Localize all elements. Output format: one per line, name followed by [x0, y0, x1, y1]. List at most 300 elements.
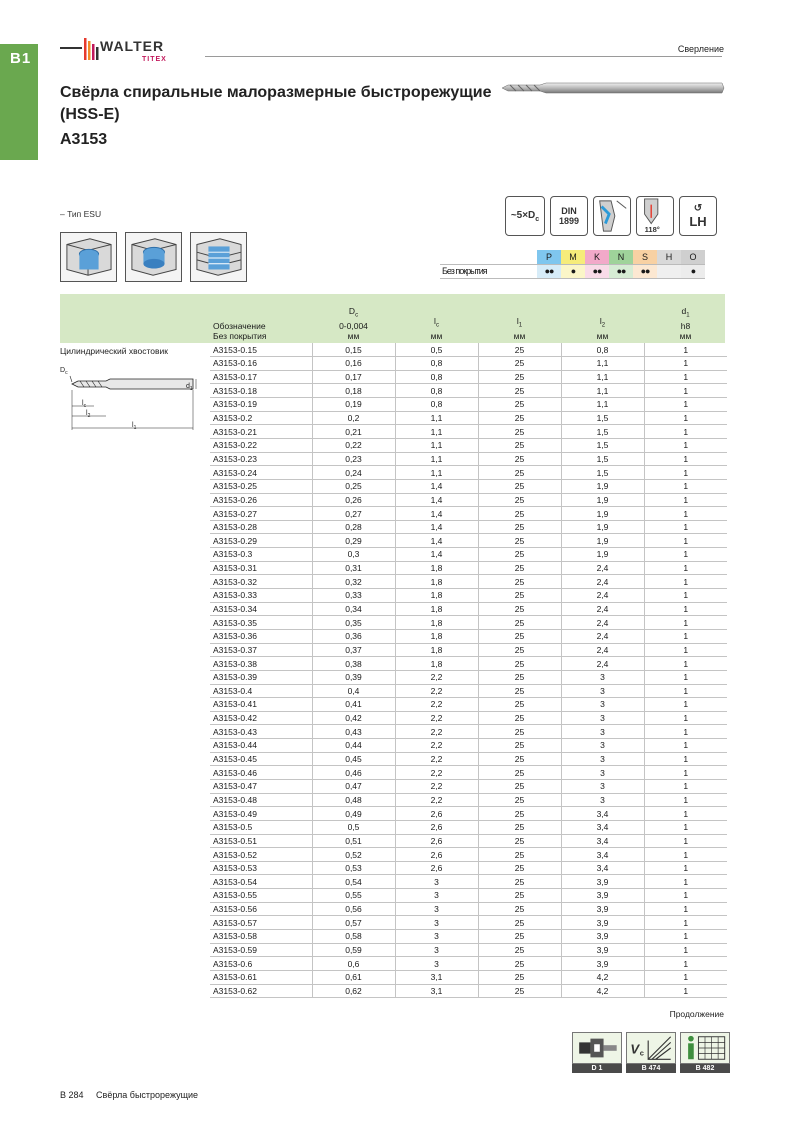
point-angle: 118° [644, 225, 660, 235]
cell-lc: 0,8 [395, 384, 478, 398]
cell-lc: 1,8 [395, 589, 478, 603]
cell-l2: 1,9 [561, 534, 644, 548]
table-row [210, 602, 727, 616]
cell-l1: 25 [478, 370, 561, 384]
cell-l1: 25 [478, 670, 561, 684]
cell-dc: 0,27 [312, 507, 395, 521]
cell-lc: 0,8 [395, 357, 478, 371]
cell-dc: 0,43 [312, 725, 395, 739]
left-hand-icon [679, 196, 717, 236]
mat-head-o: O [681, 250, 705, 264]
cell-d1: 1 [644, 820, 727, 834]
cell-lc: 3 [395, 943, 478, 957]
mat-rating-o: ● [681, 264, 705, 278]
cell-lc: 2,2 [395, 793, 478, 807]
walter-titex-logo [60, 36, 200, 64]
cell-l2: 1,5 [561, 438, 644, 452]
cell-lc: 1,1 [395, 438, 478, 452]
cell-l1: 25 [478, 820, 561, 834]
cell-designation: A3153-0.61 [210, 970, 312, 984]
cell-dc: 0,47 [312, 780, 395, 794]
table-row [210, 452, 727, 466]
cell-lc: 2,6 [395, 848, 478, 862]
cell-d1: 1 [644, 493, 727, 507]
cell-l1: 25 [478, 398, 561, 412]
cell-l1: 25 [478, 943, 561, 957]
chapter-tab [0, 44, 38, 160]
blind-hole-icon [125, 232, 182, 282]
cell-l1: 25 [478, 452, 561, 466]
cell-lc: 1,1 [395, 425, 478, 439]
dim-d1: d [186, 383, 190, 390]
cell-dc: 0,19 [312, 398, 395, 412]
cell-d1: 1 [644, 943, 727, 957]
cell-l1: 25 [478, 957, 561, 971]
cell-lc: 3 [395, 902, 478, 916]
cutting-data-icon [626, 1032, 676, 1064]
cell-l2: 4,2 [561, 984, 644, 998]
cell-d1: 1 [644, 466, 727, 480]
table-row [210, 725, 727, 739]
table-row [210, 425, 727, 439]
cell-lc: 3 [395, 889, 478, 903]
table-row [210, 970, 727, 984]
cell-d1: 1 [644, 902, 727, 916]
cell-lc: 0,8 [395, 398, 478, 412]
cell-l1: 25 [478, 739, 561, 753]
cell-designation: A3153-0.29 [210, 534, 312, 548]
cell-dc: 0,6 [312, 957, 395, 971]
table-row [210, 848, 727, 862]
table-row [210, 820, 727, 834]
din-line1: DIN [561, 206, 577, 216]
cell-dc: 0,48 [312, 793, 395, 807]
dim-lc: l [82, 400, 84, 407]
cell-lc: 1,1 [395, 452, 478, 466]
cell-l1: 25 [478, 807, 561, 821]
cell-dc: 0,39 [312, 670, 395, 684]
cell-dc: 0,22 [312, 438, 395, 452]
cell-dc: 0,35 [312, 616, 395, 630]
cell-d1: 1 [644, 629, 727, 643]
cell-l2: 3 [561, 752, 644, 766]
cell-designation: A3153-0.19 [210, 398, 312, 412]
cell-lc: 1,1 [395, 411, 478, 425]
cell-designation: A3153-0.47 [210, 780, 312, 794]
cell-lc: 3 [395, 916, 478, 930]
product-table-body [210, 343, 727, 998]
cell-d1: 1 [644, 684, 727, 698]
cell-d1: 1 [644, 384, 727, 398]
svg-text:Dc: $D_c$ [60, 367, 68, 376]
cell-d1: 1 [644, 698, 727, 712]
cell-designation: A3153-0.17 [210, 370, 312, 384]
cell-lc: 3 [395, 875, 478, 889]
cell-designation: A3153-0.31 [210, 561, 312, 575]
cell-l1: 25 [478, 711, 561, 725]
cell-designation: A3153-0.24 [210, 466, 312, 480]
mat-head-s: S [633, 250, 657, 264]
cell-lc: 2,2 [395, 711, 478, 725]
mat-head-n: N [609, 250, 633, 264]
cell-l2: 1,9 [561, 493, 644, 507]
cell-d1: 1 [644, 602, 727, 616]
cell-lc: 2,2 [395, 739, 478, 753]
table-row [210, 684, 727, 698]
cell-lc: 1,4 [395, 493, 478, 507]
page-title [60, 82, 520, 151]
table-row [210, 616, 727, 630]
svg-text:V: V [630, 1041, 640, 1057]
cell-designation: A3153-0.45 [210, 752, 312, 766]
cell-lc: 2,6 [395, 820, 478, 834]
cell-l2: 3 [561, 698, 644, 712]
cell-l1: 25 [478, 466, 561, 480]
cell-designation: A3153-0.26 [210, 493, 312, 507]
info-table-icon [680, 1032, 730, 1064]
cell-lc: 1,8 [395, 643, 478, 657]
table-row [210, 902, 727, 916]
cell-dc: 0,36 [312, 629, 395, 643]
cell-lc: 2,2 [395, 684, 478, 698]
cell-lc: 2,2 [395, 780, 478, 794]
cell-designation: A3153-0.28 [210, 520, 312, 534]
cell-lc: 1,8 [395, 657, 478, 671]
cell-l2: 3,9 [561, 902, 644, 916]
cell-lc: 2,2 [395, 670, 478, 684]
material-groups-table [440, 250, 705, 279]
chapter-tab-label: B1 [10, 50, 32, 67]
cell-l1: 25 [478, 970, 561, 984]
point-angle-icon [636, 196, 674, 236]
cell-designation: A3153-0.44 [210, 739, 312, 753]
cell-l1: 25 [478, 534, 561, 548]
cell-l1: 25 [478, 561, 561, 575]
mat-rating-h [657, 264, 681, 278]
cell-lc: 1,4 [395, 520, 478, 534]
cell-designation: A3153-0.21 [210, 425, 312, 439]
cell-designation: A3153-0.43 [210, 725, 312, 739]
cell-d1: 1 [644, 957, 727, 971]
cell-designation: A3153-0.49 [210, 807, 312, 821]
depth-sub: c [535, 215, 540, 223]
dim-dc: D [60, 367, 66, 374]
cell-l1: 25 [478, 780, 561, 794]
cell-lc: 2,2 [395, 698, 478, 712]
table-row [210, 943, 727, 957]
footer-text: Свёрла быстрорежущие [96, 1090, 199, 1100]
header-rule [205, 56, 722, 57]
cell-l1: 25 [478, 984, 561, 998]
cell-designation: A3153-0.59 [210, 943, 312, 957]
table-row [210, 398, 727, 412]
product-code: A3153 [60, 131, 108, 148]
cell-l2: 3,9 [561, 957, 644, 971]
cell-designation: A3153-0.55 [210, 889, 312, 903]
table-row [210, 479, 727, 493]
ref-tool-holder[interactable] [572, 1032, 622, 1073]
spec-icons [505, 196, 717, 236]
cell-lc: 2,2 [395, 752, 478, 766]
cell-d1: 1 [644, 398, 727, 412]
header-lc: $l_c$ мм [430, 316, 443, 341]
cell-dc: 0,34 [312, 602, 395, 616]
cell-l1: 25 [478, 930, 561, 944]
cell-lc: 3 [395, 957, 478, 971]
cell-l2: 0,8 [561, 343, 644, 357]
din-standard-icon [550, 196, 588, 236]
dim-l1: l [132, 422, 134, 429]
cell-dc: 0,18 [312, 384, 395, 398]
ref-info-table[interactable] [680, 1032, 730, 1073]
cell-l2: 1,5 [561, 452, 644, 466]
cell-l2: 2,4 [561, 589, 644, 603]
cell-dc: 0,61 [312, 970, 395, 984]
table-row [210, 589, 727, 603]
svg-text:d1: $d_1$ [186, 383, 193, 392]
table-row [210, 739, 727, 753]
cell-lc: 1,8 [395, 629, 478, 643]
table-row [210, 670, 727, 684]
cell-designation: A3153-0.46 [210, 766, 312, 780]
page-number: B 284 [60, 1090, 84, 1100]
cell-lc: 2,6 [395, 861, 478, 875]
cell-d1: 1 [644, 370, 727, 384]
cell-designation: A3153-0.51 [210, 834, 312, 848]
cell-l1: 25 [478, 602, 561, 616]
header-d1: $d_1$ h8 мм [679, 306, 692, 341]
cell-l1: 25 [478, 698, 561, 712]
cell-l1: 25 [478, 479, 561, 493]
cell-dc: 0,15 [312, 343, 395, 357]
mat-head-k: K [585, 250, 609, 264]
cell-l1: 25 [478, 643, 561, 657]
cell-dc: 0,32 [312, 575, 395, 589]
cell-d1: 1 [644, 425, 727, 439]
type-note: – Тип ESU [60, 209, 102, 219]
cell-d1: 1 [644, 548, 727, 562]
cell-designation: A3153-0.53 [210, 861, 312, 875]
table-row [210, 766, 727, 780]
cell-d1: 1 [644, 616, 727, 630]
cell-l1: 25 [478, 793, 561, 807]
cell-dc: 0,3 [312, 548, 395, 562]
cell-dc: 0,44 [312, 739, 395, 753]
cell-l2: 2,4 [561, 575, 644, 589]
cell-d1: 1 [644, 411, 727, 425]
shank-label: Цилиндрический хвостовик [60, 346, 169, 356]
cell-l2: 2,4 [561, 616, 644, 630]
svg-text:l1: $l_1$ [132, 422, 137, 431]
cell-dc: 0,24 [312, 466, 395, 480]
table-row [210, 930, 727, 944]
cell-designation: A3153-0.4 [210, 684, 312, 698]
cell-d1: 1 [644, 984, 727, 998]
mat-head-p: P [537, 250, 561, 264]
cell-l1: 25 [478, 861, 561, 875]
cell-dc: 0,37 [312, 643, 395, 657]
drilling-depth-icon [505, 196, 545, 236]
mat-rating-s: ●● [633, 264, 657, 278]
cell-d1: 1 [644, 534, 727, 548]
cell-l1: 25 [478, 902, 561, 916]
cell-l1: 25 [478, 575, 561, 589]
cell-l1: 25 [478, 589, 561, 603]
cell-l2: 3,4 [561, 834, 644, 848]
cell-lc: 3,1 [395, 970, 478, 984]
cell-dc: 0,46 [312, 766, 395, 780]
title-line1: Свёрла спиральные малоразмерные быстрорежущие [60, 84, 492, 101]
cell-designation: A3153-0.41 [210, 698, 312, 712]
svg-text:c: c [639, 1048, 644, 1058]
cell-l1: 25 [478, 916, 561, 930]
cell-dc: 0,62 [312, 984, 395, 998]
stacked-plates-icon [190, 232, 247, 282]
cell-lc: 1,4 [395, 534, 478, 548]
cell-d1: 1 [644, 711, 727, 725]
cell-dc: 0,25 [312, 479, 395, 493]
cell-d1: 1 [644, 807, 727, 821]
cell-lc: 0,8 [395, 370, 478, 384]
cell-lc: 1,4 [395, 548, 478, 562]
cell-l2: 3,4 [561, 848, 644, 862]
table-row [210, 520, 727, 534]
cell-dc: 0,56 [312, 902, 395, 916]
cell-l2: 1,9 [561, 507, 644, 521]
cell-designation: A3153-0.58 [210, 930, 312, 944]
cell-dc: 0,49 [312, 807, 395, 821]
cell-l2: 1,9 [561, 520, 644, 534]
cell-l1: 25 [478, 752, 561, 766]
cell-designation: A3153-0.34 [210, 602, 312, 616]
cell-designation: A3153-0.33 [210, 589, 312, 603]
cell-l1: 25 [478, 889, 561, 903]
cell-l1: 25 [478, 411, 561, 425]
cell-lc: 3 [395, 930, 478, 944]
cell-designation: A3153-0.27 [210, 507, 312, 521]
cell-dc: 0,38 [312, 657, 395, 671]
dim-l2: l [86, 410, 88, 417]
cell-designation: A3153-0.22 [210, 438, 312, 452]
ref-cutting-data[interactable] [626, 1032, 676, 1073]
table-row [210, 629, 727, 643]
cell-lc: 1,8 [395, 602, 478, 616]
cell-dc: 0,52 [312, 848, 395, 862]
cell-d1: 1 [644, 834, 727, 848]
cell-dc: 0,31 [312, 561, 395, 575]
table-row [210, 534, 727, 548]
cell-dc: 0,17 [312, 370, 395, 384]
cell-designation: A3153-0.25 [210, 479, 312, 493]
cell-designation: A3153-0.38 [210, 657, 312, 671]
cell-d1: 1 [644, 438, 727, 452]
cell-l1: 25 [478, 629, 561, 643]
through-hole-icon [60, 232, 117, 282]
cell-l1: 25 [478, 548, 561, 562]
cell-dc: 0,26 [312, 493, 395, 507]
section-label: Сверление [677, 44, 724, 54]
cell-l1: 25 [478, 766, 561, 780]
cell-d1: 1 [644, 780, 727, 794]
cell-dc: 0,23 [312, 452, 395, 466]
cell-dc: 0,2 [312, 411, 395, 425]
cell-dc: 0,53 [312, 861, 395, 875]
table-row [210, 493, 727, 507]
cell-l1: 25 [478, 834, 561, 848]
mat-head-h: H [657, 250, 681, 264]
sub-brand-name: TITEX [142, 56, 167, 63]
cell-l2: 3 [561, 725, 644, 739]
cell-lc: 1,8 [395, 561, 478, 575]
cell-designation: A3153-0.54 [210, 875, 312, 889]
table-row [210, 807, 727, 821]
cell-l1: 25 [478, 384, 561, 398]
cell-dc: 0,28 [312, 520, 395, 534]
mat-rating-n: ●● [609, 264, 633, 278]
cell-dc: 0,55 [312, 889, 395, 903]
cell-dc: 0,57 [312, 916, 395, 930]
cell-designation: A3153-0.56 [210, 902, 312, 916]
cell-lc: 2,2 [395, 766, 478, 780]
cell-d1: 1 [644, 875, 727, 889]
cell-dc: 0,16 [312, 357, 395, 371]
table-row [210, 411, 727, 425]
table-row [210, 643, 727, 657]
table-row [210, 861, 727, 875]
cell-l2: 3,9 [561, 889, 644, 903]
cell-lc: 1,8 [395, 575, 478, 589]
cell-designation: A3153-0.2 [210, 411, 312, 425]
rotation-arrow-icon: ↺ [693, 202, 703, 214]
table-row [210, 548, 727, 562]
cell-designation: A3153-0.57 [210, 916, 312, 930]
cell-l1: 25 [478, 657, 561, 671]
cell-lc: 1,8 [395, 616, 478, 630]
cell-d1: 1 [644, 752, 727, 766]
cell-d1: 1 [644, 739, 727, 753]
cell-lc: 1,4 [395, 479, 478, 493]
svg-text:lc: $l_c$ [82, 400, 87, 409]
cell-d1: 1 [644, 452, 727, 466]
cell-designation: A3153-0.3 [210, 548, 312, 562]
cell-dc: 0,51 [312, 834, 395, 848]
cell-designation: A3153-0.62 [210, 984, 312, 998]
cell-d1: 1 [644, 725, 727, 739]
cell-d1: 1 [644, 848, 727, 862]
cell-l2: 3,9 [561, 916, 644, 930]
cell-designation: A3153-0.36 [210, 629, 312, 643]
table-row [210, 916, 727, 930]
cell-lc: 1,1 [395, 466, 478, 480]
page-footer [60, 1090, 198, 1100]
cell-l2: 3,4 [561, 861, 644, 875]
cell-l2: 1,1 [561, 357, 644, 371]
cell-l2: 2,4 [561, 643, 644, 657]
cell-lc: 2,2 [395, 725, 478, 739]
cell-l2: 3 [561, 684, 644, 698]
table-row [210, 438, 727, 452]
cell-l2: 3,9 [561, 943, 644, 957]
reference-icons [572, 1032, 730, 1073]
cell-designation: A3153-0.16 [210, 357, 312, 371]
cell-l1: 25 [478, 425, 561, 439]
mat-rating-p: ●● [537, 264, 561, 278]
cell-designation: A3153-0.42 [210, 711, 312, 725]
cell-l2: 3,4 [561, 820, 644, 834]
cell-designation: A3153-0.5 [210, 820, 312, 834]
cell-l1: 25 [478, 616, 561, 630]
cell-l2: 3 [561, 766, 644, 780]
